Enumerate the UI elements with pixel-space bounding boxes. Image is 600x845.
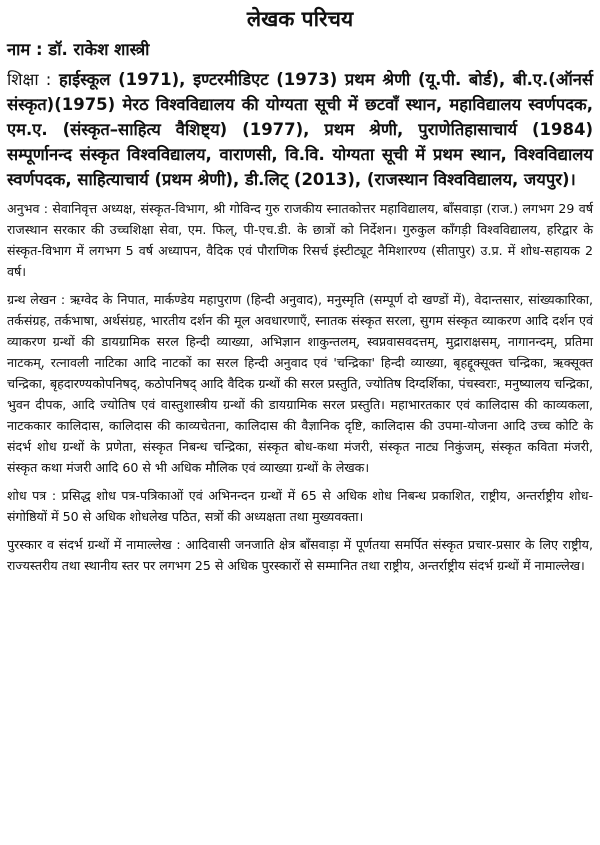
awards-text: आदिवासी जनजाति क्षेत्र बाँसवाड़ा में पूर्णतया समर्पित संस्कृत प्रचार-प्रसार के लिए राष्ट्रीय, राज्यस्तरीय तथा स्थानीय स्तर पर लगभग 25 से अधिक पुरस्कारों से सम्मानित तथा राष्ट्रीय, अन्तर्राष्ट्रीय संदर्भ ग्रन्थों में नामाल्लेख। [7, 537, 593, 573]
education-section [7, 67, 593, 192]
papers-section [7, 485, 593, 527]
author-name-line: नाम : डॉ. राकेश शास्त्री [7, 40, 150, 59]
papers-label: शोध पत्र : [7, 488, 57, 503]
experience-text: सेवानिवृत्त अध्यक्ष, संस्कृत-विभाग, श्री गोविन्द गुरु राजकीय स्नातकोत्तर महाविद्यालय, बाँसवाड़ा (राज.) लगभग 29 वर्ष राजस्थान सरकार की उच्चशिक्षा सेवा, एम. फिल्, पी-एच.डी. के छात्रों को निर्देशन। गुरुकुल काँगड़ी विश्वविद्यालय, हरिद्वार के संस्कृत-विभाग में लगभग 5 वर्ष अध्यापन, वैदिक एवं पौराणिक रिसर्च इंस्टीट्यूट नैमिशारण्य (सीतापुर) उ.प्र. में शोध-सहायक 2 वर्ष। [7, 201, 593, 279]
experience-section [7, 198, 593, 282]
writing-section [7, 289, 593, 478]
experience-label: अनुभव : [7, 201, 49, 216]
awards-label: पुरस्कार व संदर्भ ग्रन्थों में नामाल्लेख : [7, 537, 181, 552]
awards-section [7, 534, 593, 576]
writing-label: ग्रन्थ लेखन : [7, 292, 66, 307]
education-label: शिक्षा : [7, 70, 52, 89]
writing-text: ऋग्वेद के निपात, मार्कण्डेय महापुराण (हिन्दी अनुवाद), मनुस्मृति (सम्पूर्ण दो खण्डों में), वेदान्तसार, सांख्यकारिका, तर्कसंग्रह, तर्कभाषा, अर्थसंग्रह, भारतीय दर्शन की मूल अवधारणाएँ, स्नातक संस्कृत सरला, सुगम संस्कृत व्याकरण आदि दर्शन एवं व्याकरण ग्रन्थों की डायग्रामिक सरल हिन्दी व्याख्या, अभिज्ञान शाकुन्तलम्, स्वप्नवासवदत्तम्, मुद्राराक्षसम्, नागानन्दम्, प्रतिमा नाटकम्, रत्नावली नाटिका आदि नाटकों का सरल हिन्दी अनुवाद एवं 'चन्द्रिका' हिन्दी व्याख्या, बृहद्दूक्सूक्त चन्द्रिका, ऋक्सूक्त चन्द्रिका, बृहदारण्यकोपनिषद्, कठोपनिषद् आदि वैदिक ग्रन्थों की सरल प्रस्तुति, ज्योतिष दिग्दर्शिका, पंचस्वराः, मनुष्यालय चन्द्रिका, भुवन दीपक, आदि ज्योतिष एवं वास्तुशास्त्रीय ग्रन्थों की डायग्रामिक सरल प्रस्तुति। महाभारतकार एवं कालिदास की काव्यकला, नाटककार कालिदास, कालिदास की काव्यचेतना, कालिदास की वैज्ञानिक दृष्टि, कालिदास की उपमा-योजना आदि उच्च कोटि के संदर्भ शोध ग्रन्थों के प्रणेता, संस्कृत निबन्ध चन्द्रिका, संस्कृत बोध-कथा मंजरी, संस्कृत नाट्य निकुंजम्, संस्कृत कविता मंजरी, संस्कृत कथा मंजरी आदि 60 से भी अधिक मौलिक एवं व्याख्या ग्रन्थों के लेखक। [7, 292, 593, 475]
papers-text: प्रसिद्ध शोध पत्र-पत्रिकाओं एवं अभिनन्दन ग्रन्थों में 65 से अधिक शोध निबन्ध प्रकाशित, राष्ट्रीय, अन्तर्राष्ट्रीय शोध-संगोष्ठियों में 50 से अधिक शोधलेख पठित, सत्रों की अध्यक्षता तथा मुख्यवक्ता। [7, 488, 593, 524]
education-text: हाईस्कूल (1971), इण्टरमीडिएट (1973) प्रथम श्रेणी (यू.पी. बोर्ड), बी.ए.(ऑनर्स संस्कृत)(1975) मेरठ विश्वविद्यालय की योग्यता सूची में छटवाँ स्थान, महाविद्यालय स्वर्णपदक, एम.ए. (संस्कृत–साहित्य वैशिष्ट्य) (1977), प्रथम श्रेणी, पुराणेतिहासाचार्य (1984) सम्पूर्णानन्द संस्कृत विश्वविद्यालय, वाराणसी, वि.वि. योग्यता सूची में प्रथम स्थान, विश्वविद्यालय स्वर्णपदक, साहित्याचार्य (प्रथम श्रेणी), डी.लिट् (2013), (राजस्थान विश्वविद्यालय, जयपुर)। [7, 70, 594, 189]
page-title: लेखक परिचय [246, 7, 354, 31]
